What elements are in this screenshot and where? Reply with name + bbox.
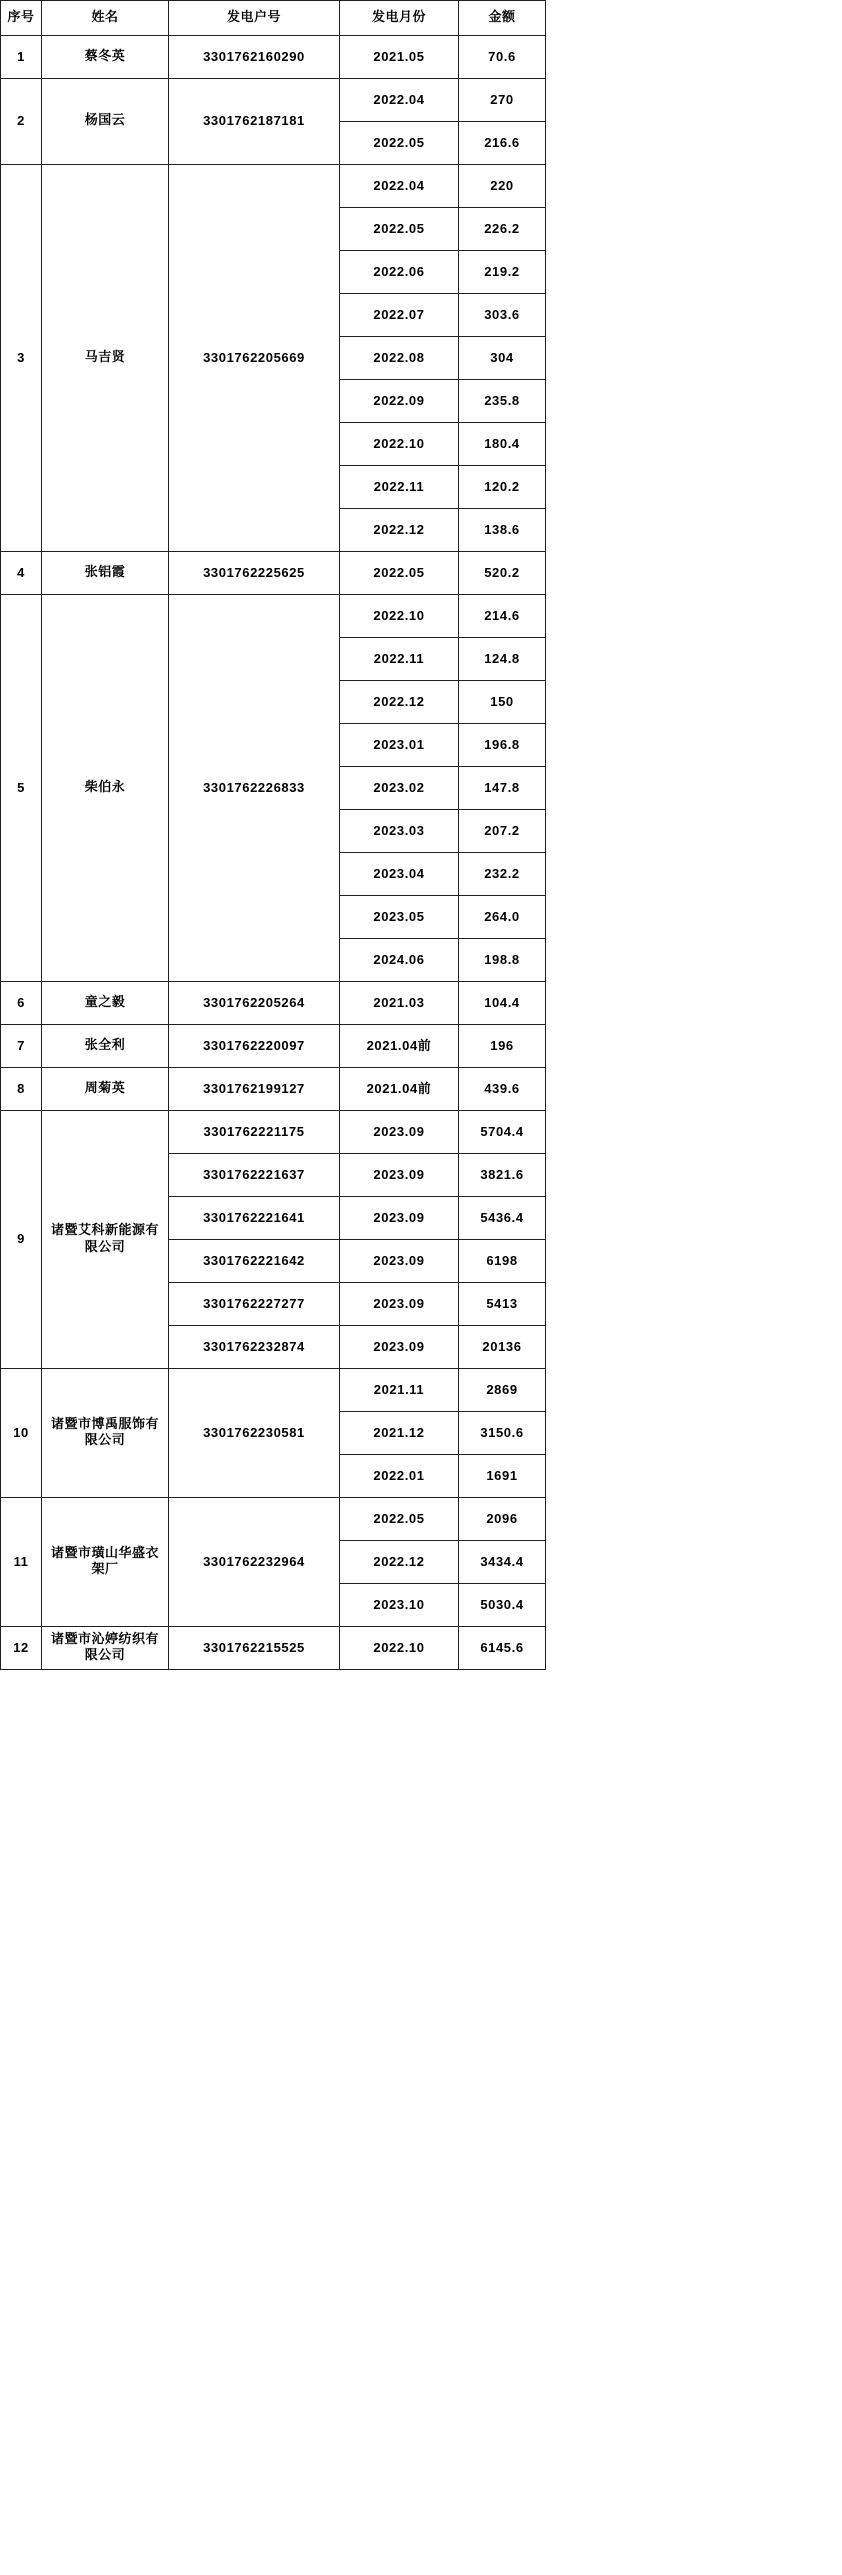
generation-month-cell: 2023.09 [340, 1154, 459, 1197]
table-row [1, 36, 546, 79]
table-row [1, 1498, 546, 1541]
amount-cell: 214.6 [459, 595, 546, 638]
table-row [1, 1025, 546, 1068]
amount-cell: 1691 [459, 1455, 546, 1498]
generation-month-cell: 2021.03 [340, 982, 459, 1025]
generation-month-cell: 2022.07 [340, 294, 459, 337]
amount-cell: 226.2 [459, 208, 546, 251]
table-row [1, 1111, 546, 1154]
generation-month-cell: 2022.08 [340, 337, 459, 380]
generation-month-cell: 2023.09 [340, 1240, 459, 1283]
customer-name-cell: 柴伯永 [42, 595, 169, 982]
amount-cell: 216.6 [459, 122, 546, 165]
table-row [1, 552, 546, 595]
amount-cell: 196 [459, 1025, 546, 1068]
amount-cell: 219.2 [459, 251, 546, 294]
generation-month-cell: 2022.01 [340, 1455, 459, 1498]
amount-cell: 303.6 [459, 294, 546, 337]
row-index-cell: 3 [1, 165, 42, 552]
amount-cell: 304 [459, 337, 546, 380]
account-number-cell: 3301762215525 [169, 1627, 340, 1670]
generation-month-cell: 2022.05 [340, 122, 459, 165]
power-generation-table [0, 0, 546, 1670]
account-number-cell: 3301762221641 [169, 1197, 340, 1240]
column-header-name: 姓名 [42, 1, 169, 36]
amount-cell: 180.4 [459, 423, 546, 466]
table-row [1, 79, 546, 122]
generation-month-cell: 2022.11 [340, 638, 459, 681]
row-index-cell: 6 [1, 982, 42, 1025]
customer-name-cell: 张铝霞 [42, 552, 169, 595]
amount-cell: 5030.4 [459, 1584, 546, 1627]
generation-month-cell: 2021.12 [340, 1412, 459, 1455]
amount-cell: 20136 [459, 1326, 546, 1369]
amount-cell: 3821.6 [459, 1154, 546, 1197]
account-number-cell: 3301762220097 [169, 1025, 340, 1068]
customer-name-cell: 蔡冬英 [42, 36, 169, 79]
table-row [1, 1068, 546, 1111]
customer-name-cell: 马吉贤 [42, 165, 169, 552]
customer-name-cell: 周菊英 [42, 1068, 169, 1111]
customer-name-cell: 诸暨市博禹服饰有限公司 [42, 1369, 169, 1498]
amount-cell: 6145.6 [459, 1627, 546, 1670]
account-number-cell: 3301762232874 [169, 1326, 340, 1369]
row-index-cell: 8 [1, 1068, 42, 1111]
account-number-cell: 3301762160290 [169, 36, 340, 79]
row-index-cell: 9 [1, 1111, 42, 1369]
row-index-cell: 12 [1, 1627, 42, 1670]
table-header [1, 1, 546, 36]
column-header-account: 发电户号 [169, 1, 340, 36]
amount-cell: 232.2 [459, 853, 546, 896]
amount-cell: 264.0 [459, 896, 546, 939]
generation-month-cell: 2022.06 [340, 251, 459, 294]
generation-month-cell: 2022.10 [340, 423, 459, 466]
amount-cell: 3434.4 [459, 1541, 546, 1584]
row-index-cell: 1 [1, 36, 42, 79]
column-header-amount: 金额 [459, 1, 546, 36]
account-number-cell: 3301762187181 [169, 79, 340, 165]
amount-cell: 147.8 [459, 767, 546, 810]
generation-month-cell: 2022.04 [340, 79, 459, 122]
customer-name-cell: 杨国云 [42, 79, 169, 165]
amount-cell: 198.8 [459, 939, 546, 982]
generation-month-cell: 2022.12 [340, 509, 459, 552]
generation-month-cell: 2023.10 [340, 1584, 459, 1627]
column-header-index: 序号 [1, 1, 42, 36]
table-row [1, 1627, 546, 1670]
generation-month-cell: 2022.05 [340, 1498, 459, 1541]
account-number-cell: 3301762221642 [169, 1240, 340, 1283]
generation-month-cell: 2022.10 [340, 595, 459, 638]
amount-cell: 70.6 [459, 36, 546, 79]
table-body [1, 36, 546, 1670]
customer-name-cell: 诸暨市璜山华盛衣架厂 [42, 1498, 169, 1627]
amount-cell: 270 [459, 79, 546, 122]
table-row [1, 165, 546, 208]
generation-month-cell: 2021.04前 [340, 1068, 459, 1111]
account-number-cell: 3301762199127 [169, 1068, 340, 1111]
generation-month-cell: 2022.05 [340, 208, 459, 251]
amount-cell: 104.4 [459, 982, 546, 1025]
row-index-cell: 7 [1, 1025, 42, 1068]
amount-cell: 5413 [459, 1283, 546, 1326]
generation-month-cell: 2022.09 [340, 380, 459, 423]
generation-month-cell: 2021.05 [340, 36, 459, 79]
amount-cell: 439.6 [459, 1068, 546, 1111]
account-number-cell: 3301762205264 [169, 982, 340, 1025]
generation-month-cell: 2022.05 [340, 552, 459, 595]
generation-month-cell: 2022.11 [340, 466, 459, 509]
account-number-cell: 3301762221175 [169, 1111, 340, 1154]
amount-cell: 5704.4 [459, 1111, 546, 1154]
amount-cell: 6198 [459, 1240, 546, 1283]
amount-cell: 150 [459, 681, 546, 724]
customer-name-cell: 诸暨艾科新能源有限公司 [42, 1111, 169, 1369]
amount-cell: 124.8 [459, 638, 546, 681]
table-row [1, 595, 546, 638]
row-index-cell: 10 [1, 1369, 42, 1498]
generation-month-cell: 2023.02 [340, 767, 459, 810]
generation-month-cell: 2021.11 [340, 1369, 459, 1412]
amount-cell: 235.8 [459, 380, 546, 423]
amount-cell: 2869 [459, 1369, 546, 1412]
column-header-month: 发电月份 [340, 1, 459, 36]
amount-cell: 5436.4 [459, 1197, 546, 1240]
generation-month-cell: 2022.04 [340, 165, 459, 208]
amount-cell: 2096 [459, 1498, 546, 1541]
row-index-cell: 2 [1, 79, 42, 165]
account-number-cell: 3301762226833 [169, 595, 340, 982]
customer-name-cell: 童之毅 [42, 982, 169, 1025]
customer-name-cell: 张全利 [42, 1025, 169, 1068]
row-index-cell: 4 [1, 552, 42, 595]
generation-month-cell: 2021.04前 [340, 1025, 459, 1068]
account-number-cell: 3301762221637 [169, 1154, 340, 1197]
amount-cell: 3150.6 [459, 1412, 546, 1455]
account-number-cell: 3301762205669 [169, 165, 340, 552]
amount-cell: 120.2 [459, 466, 546, 509]
account-number-cell: 3301762227277 [169, 1283, 340, 1326]
generation-month-cell: 2023.03 [340, 810, 459, 853]
row-index-cell: 11 [1, 1498, 42, 1627]
table-row [1, 1369, 546, 1412]
amount-cell: 196.8 [459, 724, 546, 767]
generation-month-cell: 2023.09 [340, 1283, 459, 1326]
generation-month-cell: 2023.01 [340, 724, 459, 767]
row-index-cell: 5 [1, 595, 42, 982]
amount-cell: 207.2 [459, 810, 546, 853]
generation-month-cell: 2023.09 [340, 1111, 459, 1154]
account-number-cell: 3301762225625 [169, 552, 340, 595]
account-number-cell: 3301762230581 [169, 1369, 340, 1498]
generation-month-cell: 2022.10 [340, 1627, 459, 1670]
generation-month-cell: 2023.04 [340, 853, 459, 896]
amount-cell: 220 [459, 165, 546, 208]
amount-cell: 520.2 [459, 552, 546, 595]
table-row [1, 982, 546, 1025]
generation-month-cell: 2023.09 [340, 1197, 459, 1240]
generation-month-cell: 2022.12 [340, 681, 459, 724]
generation-month-cell: 2022.12 [340, 1541, 459, 1584]
generation-month-cell: 2023.05 [340, 896, 459, 939]
generation-month-cell: 2024.06 [340, 939, 459, 982]
amount-cell: 138.6 [459, 509, 546, 552]
account-number-cell: 3301762232964 [169, 1498, 340, 1627]
table-header-row [1, 1, 546, 36]
customer-name-cell: 诸暨市沁婷纺织有限公司 [42, 1627, 169, 1670]
generation-month-cell: 2023.09 [340, 1326, 459, 1369]
